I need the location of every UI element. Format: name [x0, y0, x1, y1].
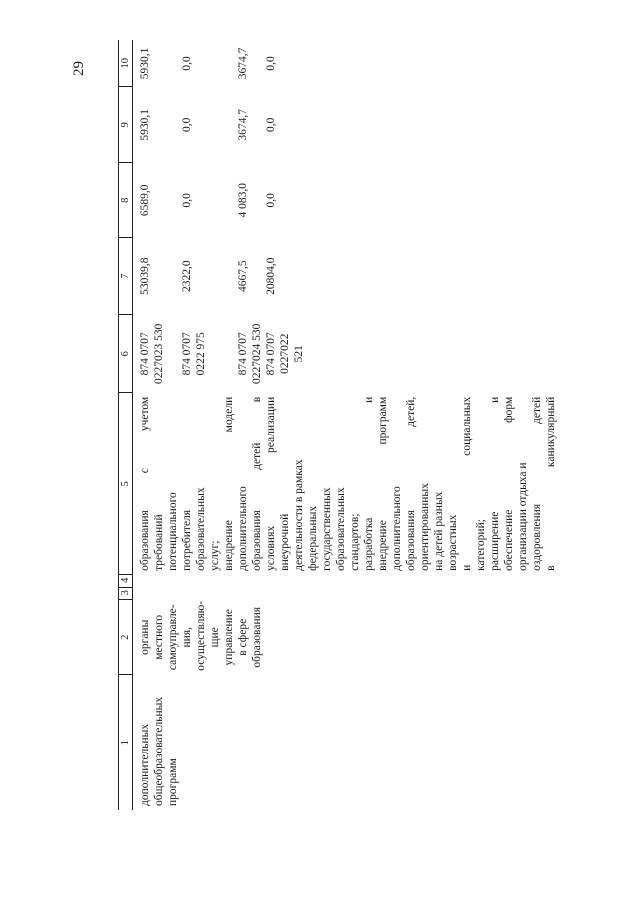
measure-line: образования с учетом: [139, 396, 151, 571]
executor-line: самоуправле-: [167, 604, 179, 671]
measure-line: потенциального: [167, 492, 179, 571]
value-col9: 3674,7: [237, 109, 249, 141]
value-col8: 0,0: [265, 193, 277, 208]
empty-cell-3: [133, 587, 559, 599]
measure-line: разработка и: [363, 396, 375, 571]
measure-line: федеральных: [307, 505, 319, 571]
col8-cell: [133, 163, 559, 238]
value-col8: 0,0: [181, 193, 193, 208]
budget-code-line: 0227023 530: [153, 323, 165, 384]
executor-line: местного: [153, 614, 165, 660]
measure-line: государственных: [321, 487, 333, 571]
value-col7: 2322,0: [181, 260, 193, 293]
budget-code-line: 0227024 530: [251, 323, 263, 384]
col9-cell: [133, 87, 559, 163]
value-col10: 5930,1: [139, 47, 151, 80]
value-col7: 53039,8: [139, 257, 151, 295]
budget-code-line: 0227022: [279, 333, 291, 374]
executor-line: в сфере: [237, 618, 249, 656]
col7-cell: [133, 238, 559, 315]
value-col10: 3674,7: [237, 47, 249, 80]
value-col7: 4667,5: [237, 260, 249, 293]
executor-line: образования: [251, 606, 263, 668]
measure-line: на детей разных: [433, 491, 445, 571]
program-name-line: дополнительных: [139, 723, 151, 806]
value-col10: 0,0: [265, 56, 277, 71]
executor-cell: [133, 600, 559, 675]
measure-line: условиях реализации: [265, 396, 277, 571]
budget-code-line: 874 0707: [139, 332, 151, 376]
executor-line: щие: [209, 627, 221, 648]
measure-line: внедрение модели: [223, 396, 235, 571]
program-name-line: программ: [167, 758, 179, 806]
measure-line: услуг;: [209, 540, 221, 571]
measure-line: требований: [153, 514, 165, 571]
measure-line: образования детей,: [405, 396, 417, 571]
measures-cell: [133, 393, 559, 575]
column-header: 5: [119, 393, 133, 575]
rotated-table-wrapper: [118, 40, 557, 810]
measure-line: образовательных: [195, 487, 207, 571]
budget-code-line: 0222 975: [195, 332, 207, 376]
measure-line: категорий;: [475, 519, 487, 571]
page-number: 29: [71, 61, 87, 76]
column-header: 8: [119, 163, 133, 238]
column-header: 4: [119, 575, 133, 587]
value-col9: 0,0: [265, 117, 277, 133]
measure-line: стандартов;: [349, 513, 361, 571]
measure-line: дополнительного: [237, 486, 249, 571]
measure-line: оздоровления детей: [531, 396, 543, 571]
measure-line: в каникулярный: [545, 396, 557, 571]
measure-line: возрастных: [447, 514, 459, 571]
measure-line: обеспечение форм: [503, 396, 515, 571]
column-header: 2: [119, 600, 133, 675]
measure-line: потребителя: [181, 509, 193, 571]
measure-line: организации отдыха и: [517, 462, 529, 571]
col10-cell: [133, 40, 559, 87]
table-row: [133, 40, 559, 810]
measure-line: и социальных: [461, 396, 473, 571]
empty-cell-4: [133, 575, 559, 587]
value-col10: 0,0: [181, 56, 193, 71]
column-header: 7: [119, 238, 133, 315]
program-name-cell: [133, 675, 559, 810]
column-header: 1: [119, 675, 133, 810]
value-col9: 0,0: [181, 117, 193, 133]
budget-code-line: 874 0707: [265, 332, 277, 376]
column-header: 9: [119, 87, 133, 163]
header-row: [119, 40, 133, 810]
value-col9: 5930,1: [139, 109, 151, 141]
value-col8: 4 083,0: [237, 183, 249, 218]
measure-line: дополнительного: [391, 486, 403, 571]
column-header: 6: [119, 315, 133, 393]
measure-line: расширение и: [489, 396, 501, 571]
value-col7: 20804,0: [265, 257, 277, 295]
budget-code-cell: [133, 315, 559, 393]
value-col8: 6589,0: [139, 184, 151, 217]
measure-line: внедрение программ: [377, 396, 389, 571]
executor-line: органы: [139, 619, 151, 655]
budget-code-line: 874 0707: [181, 332, 193, 376]
executor-line: осуществляю-: [195, 600, 207, 671]
measure-line: внеурочной: [279, 513, 291, 571]
measure-line: деятельности в рамках: [293, 459, 305, 571]
measure-line: образования детей в: [251, 396, 263, 571]
budget-table: [118, 40, 558, 810]
column-header: 10: [119, 40, 133, 87]
column-header: 3: [119, 587, 133, 599]
executor-line: управление: [223, 609, 235, 666]
executor-line: ния,: [181, 627, 193, 648]
budget-code-line: 874 0707: [237, 332, 249, 376]
budget-code-line: 521: [293, 345, 305, 363]
measure-line: образовательных: [335, 487, 347, 571]
measure-line: ориентированных: [419, 483, 431, 571]
program-name-line: общеобразовательных: [153, 696, 165, 806]
